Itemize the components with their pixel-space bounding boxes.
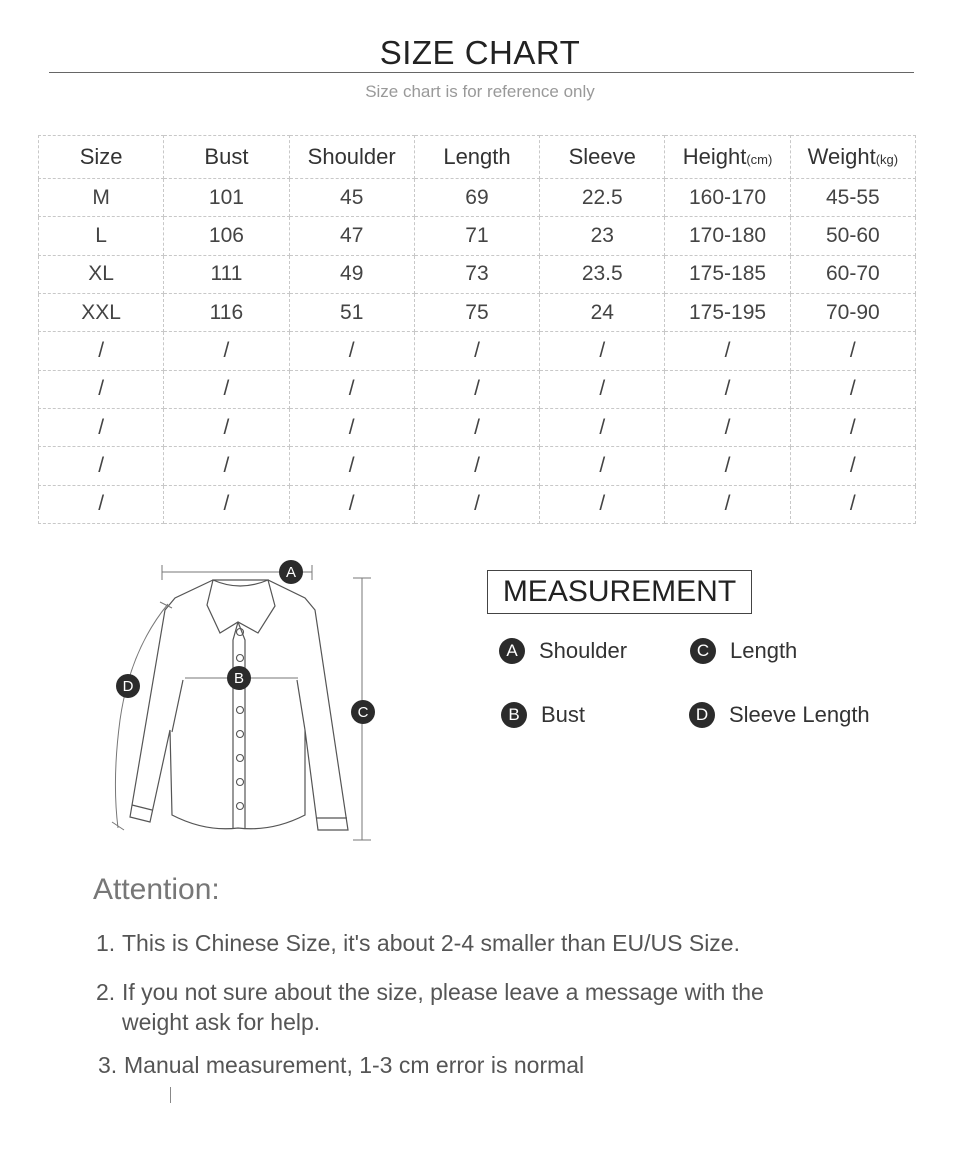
table-cell: 160-170 — [665, 179, 790, 217]
table-cell: XXL — [39, 293, 164, 331]
table-cell: / — [164, 332, 289, 370]
table-row — [39, 293, 916, 331]
table-cell: / — [289, 485, 414, 523]
table-cell: 116 — [164, 293, 289, 331]
marker-d: D — [122, 678, 134, 695]
table-cell: 24 — [540, 293, 665, 331]
table-cell: 49 — [289, 255, 414, 293]
table-header-row — [39, 136, 916, 179]
legend-shoulder — [499, 638, 627, 664]
legend-label: Bust — [541, 702, 586, 727]
column-header-height — [665, 136, 790, 179]
column-header-weight — [790, 136, 915, 179]
column-header-unit: (cm) — [746, 152, 773, 167]
marker-a: A — [285, 564, 297, 581]
column-header-label: Bust — [204, 144, 249, 169]
badge-d: D — [689, 702, 715, 728]
table-cell: / — [665, 485, 790, 523]
table-row — [39, 370, 916, 408]
table-cell: / — [665, 332, 790, 370]
table-cell: 45 — [289, 179, 414, 217]
table-cell: / — [39, 332, 164, 370]
note-number: 2. — [96, 979, 116, 1005]
table-cell: / — [39, 408, 164, 446]
text-cursor — [170, 1087, 171, 1103]
table-cell: L — [39, 217, 164, 255]
table-cell: / — [39, 370, 164, 408]
table-cell: 22.5 — [540, 179, 665, 217]
table-cell: 175-185 — [665, 255, 790, 293]
table-cell: 71 — [414, 217, 539, 255]
table-cell: / — [665, 447, 790, 485]
legend-bust — [501, 702, 585, 728]
attention-heading: Attention: — [93, 873, 220, 906]
page-subtitle: Size chart is for reference only — [365, 82, 595, 101]
table-cell: / — [665, 370, 790, 408]
table-cell: / — [164, 408, 289, 446]
legend-label: Shoulder — [539, 638, 628, 663]
table-cell: / — [540, 408, 665, 446]
column-header-label: Height — [682, 144, 747, 169]
table-cell: / — [414, 332, 539, 370]
table-cell: / — [540, 332, 665, 370]
table-cell: / — [39, 485, 164, 523]
table-cell: / — [414, 370, 539, 408]
shirt-buttons — [237, 629, 244, 810]
table-cell: / — [164, 370, 289, 408]
table-cell: 101 — [164, 179, 289, 217]
table-row — [39, 485, 916, 523]
table-cell: / — [414, 408, 539, 446]
table-cell: / — [540, 370, 665, 408]
shirt-collar — [207, 580, 275, 633]
table-cell: / — [289, 408, 414, 446]
attention-note-1 — [96, 928, 740, 958]
column-header-length — [414, 136, 539, 179]
table-cell: 170-180 — [665, 217, 790, 255]
table-cell: 75 — [414, 293, 539, 331]
column-header-unit: (kg) — [875, 152, 899, 167]
legend-label: Sleeve Length — [729, 702, 870, 727]
table-row — [39, 255, 916, 293]
note-text: Manual measurement, 1-3 cm error is normal — [124, 1052, 585, 1078]
table-cell: 111 — [164, 255, 289, 293]
legend-sleeve-length — [689, 702, 870, 728]
page-title: SIZE CHART — [379, 34, 581, 71]
table-row — [39, 217, 916, 255]
title-rule — [49, 72, 914, 73]
table-cell: / — [164, 447, 289, 485]
table-cell: 23.5 — [540, 255, 665, 293]
table-cell: / — [790, 408, 915, 446]
table-row — [39, 447, 916, 485]
table-cell: M — [39, 179, 164, 217]
note-number: 3. — [98, 1052, 118, 1078]
column-header-size — [39, 136, 164, 179]
shirt-diagram — [0, 540, 420, 860]
table-cell: 175-195 — [665, 293, 790, 331]
table-row — [39, 332, 916, 370]
column-header-label: Size — [79, 144, 123, 169]
table-cell: / — [790, 447, 915, 485]
column-header-shoulder — [289, 136, 414, 179]
column-header-label: Weight — [807, 144, 876, 169]
table-cell: / — [540, 447, 665, 485]
table-cell: / — [540, 485, 665, 523]
column-header-sleeve — [540, 136, 665, 179]
table-cell: / — [414, 485, 539, 523]
table-cell: 70-90 — [790, 293, 915, 331]
badge-b: B — [501, 702, 527, 728]
table-row — [39, 179, 916, 217]
table-cell: 50-60 — [790, 217, 915, 255]
note-number: 1. — [96, 930, 116, 956]
table-cell: 106 — [164, 217, 289, 255]
table-cell: / — [665, 408, 790, 446]
attention-note-3 — [98, 1050, 584, 1080]
table-cell: 69 — [414, 179, 539, 217]
table-cell: 47 — [289, 217, 414, 255]
marker-b: B — [233, 670, 245, 687]
column-header-label: Sleeve — [568, 144, 636, 169]
table-cell: / — [164, 485, 289, 523]
table-cell: 45-55 — [790, 179, 915, 217]
table-cell: / — [289, 447, 414, 485]
legend-label: Length — [730, 638, 798, 663]
measurement-title: MEASUREMENT — [487, 570, 752, 614]
table-cell: / — [790, 370, 915, 408]
table-cell: / — [414, 447, 539, 485]
note-text: This is Chinese Size, it's about 2-4 smaller than EU/US Size. — [122, 930, 740, 956]
column-header-label: Length — [443, 144, 511, 169]
table-cell: / — [790, 485, 915, 523]
column-header-label: Shoulder — [307, 144, 396, 169]
badge-c: C — [690, 638, 716, 664]
table-cell: XL — [39, 255, 164, 293]
note-text: If you not sure about the size, please leave a message with the — [122, 979, 764, 1005]
table-cell: 51 — [289, 293, 414, 331]
table-cell: / — [289, 332, 414, 370]
table-cell: 73 — [414, 255, 539, 293]
attention-note-2 — [96, 977, 764, 1037]
table-cell: / — [39, 447, 164, 485]
marker-c: C — [357, 704, 369, 721]
badge-a: A — [499, 638, 525, 664]
shirt-outline — [130, 580, 348, 830]
note-text-continued: weight ask for help. — [122, 1009, 321, 1035]
table-cell: 23 — [540, 217, 665, 255]
table-cell: 60-70 — [790, 255, 915, 293]
legend-length — [690, 638, 797, 664]
table-cell: / — [289, 370, 414, 408]
column-header-bust — [164, 136, 289, 179]
table-cell: / — [790, 332, 915, 370]
table-row — [39, 408, 916, 446]
size-table — [38, 135, 916, 524]
